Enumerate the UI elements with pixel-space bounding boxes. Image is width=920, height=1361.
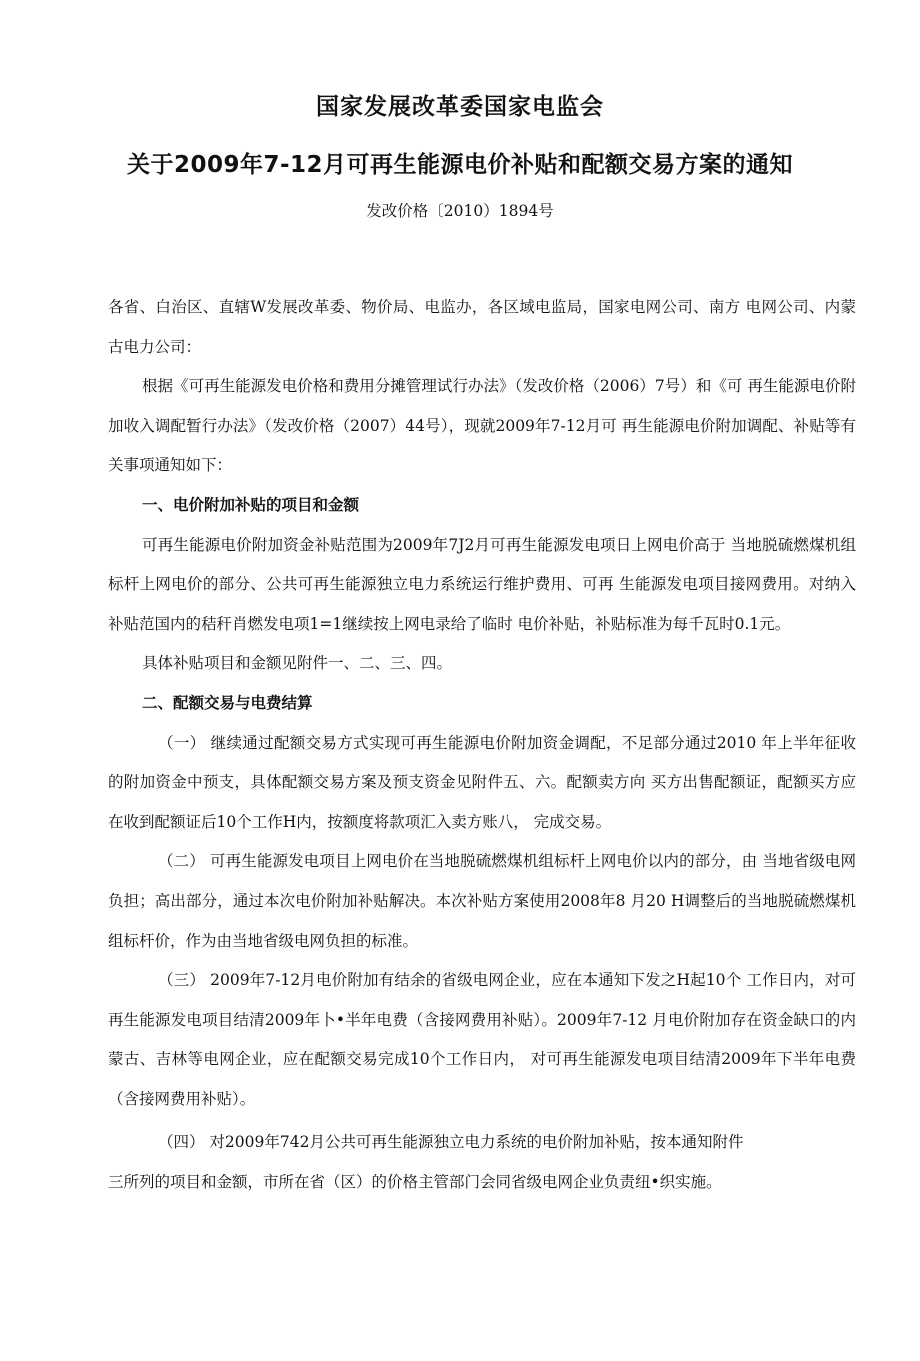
section-2-item-1: （一） 继续通过配额交易方式实现可再生能源电价附加资金调配，不足部分通过2010 年上半年征收的附加资金中预支，具体配额交易方案及预支资金见附件五、六。配额卖方向 买方出售配额证，配额买方应在收到配额证后10个工作H内，按额度将款项汇入卖方账八， 完成交易。 xyxy=(108,733,856,831)
document-body xyxy=(108,288,856,1203)
intro-paragraph: 根据《可再生能源发电价格和费用分摊管理试行办法》（发改价格（2006）7号）和《可 再生能源电价附加收入调配暂行办法》（发改价格（2007）44号），现就2009年7-12月可 再生能源电价附加调配、补贴等有关事项通知如下： xyxy=(108,377,856,475)
section-1-attachment-note: 具体补贴项目和金额见附件一、二、三、四。 xyxy=(142,654,453,673)
section-2-item-2: （二） 可再生能源发电项目上网电价在当地脱硫燃煤机组标杆上网电价以内的部分，由 当地省级电网负担；高出部分，通过本次电价附加补贴解决。本次补贴方案使用2008年8 月20 H调整后的当地脱硫燃煤机组标杆价，作为由当地省级电网负担的标准。 xyxy=(108,852,856,950)
section-2-item-3: （三） 2009年7-12月电价附加有结余的省级电网企业，应在本通知下发之H起10个 工作日内，对可再生能源发电项目结清2009年卜•半年电费（含接网费用补贴）。2009年7-12 月电价附加存在资金缺口的内蒙古、吉林等电网企业，应在配额交易完成10个工作日内， 对可再生能源发电项目结清2009年下半年电费（含接网费用补贴）。 xyxy=(108,971,856,1108)
document-number: 发改价格〔2010）1894号 xyxy=(366,202,554,220)
section-2-heading: 二、配额交易与电费结算 xyxy=(142,693,313,712)
section-1-heading: 一、电价附加补贴的项目和金额 xyxy=(142,495,360,514)
document-issuer-title: 国家发展改革委国家电监会 xyxy=(316,94,604,120)
section-2-item-4-line-1: （四） 对2009年742月公共可再生能源独立电力系统的电价附加补贴，按本通知附件 xyxy=(158,1133,744,1152)
section-2-item-4-line-2: 三所列的项目和金额，市所在省（区）的价格主管部门会同省级电网企业负责纽•织实施。 xyxy=(108,1173,722,1192)
document-title: 关于2009年7-12月可再生能源电价补贴和配额交易方案的通知 xyxy=(126,152,794,178)
section-1-paragraph: 可再生能源电价附加资金补贴范围为2009年7J2月可再生能源发电项日上网电价高于 当地脱硫燃煤机组标杆上网电价的部分、公共可再生能源独立电力系统运行维护费用、可再 生能源发电项目接网费用。对纳入补贴范国内的秸秆肖燃发电项1=1继续按上网电录给了临时 电价补贴，补贴标准为每千瓦时0.1元。 xyxy=(108,535,856,633)
addressees-paragraph: 各省、白治区、直辖W发展改革委、物价局、电监办，各区域电监局，国家电网公司、南方 电网公司、内蒙古电力公司： xyxy=(108,298,856,356)
